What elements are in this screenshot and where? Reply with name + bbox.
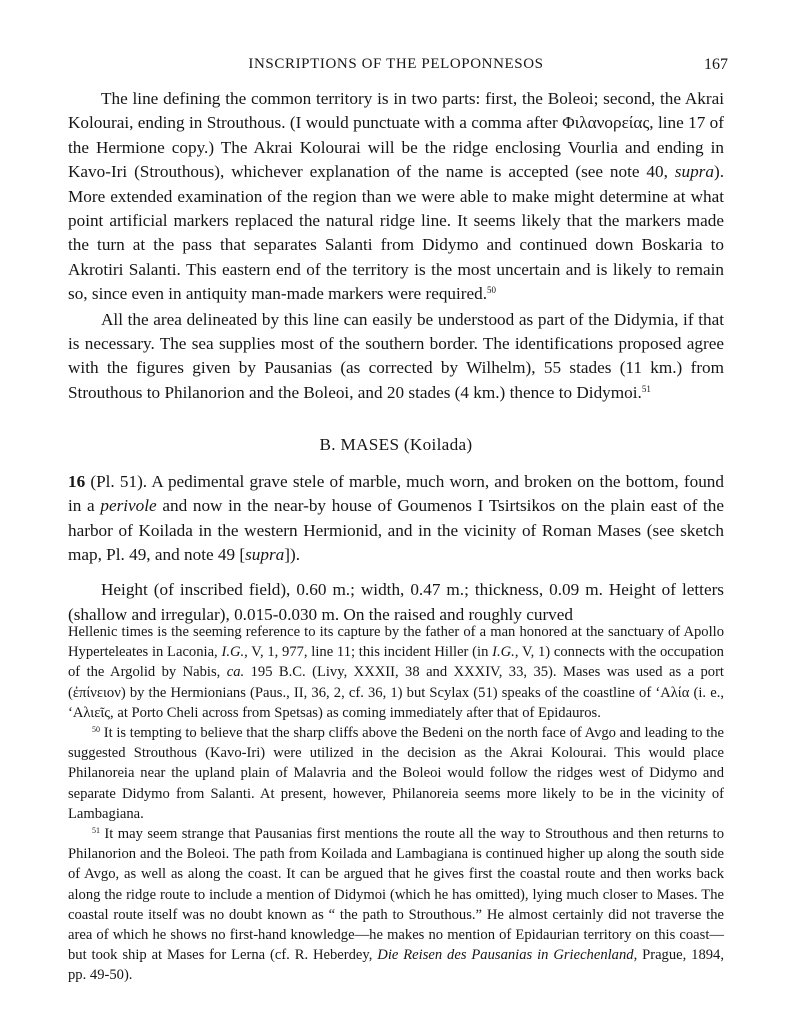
section-heading: B. MASES (Koilada) — [319, 435, 473, 455]
footnotes — [68, 622, 724, 986]
dimensions-paragraph: Height (of inscribed field), 0.60 m.; width, 0.47 m.; thickness, 0.09 m. Height of letters (shallow and irregular), 0.015-0.030 m. On the raised and roughly curved — [68, 580, 724, 624]
paragraph-didymia: All the area delineated by this line can easily be understood as part of the Didymia, if that is necessary. The sea supplies most of the southern border. The identifications proposed agree with the figures given by Pausanias (as corrected by Wilhelm), 55 stades (11 km.) from Strouthous to Philanorion and the Boleoi, and 20 stades (4 km.) thence to Didymoi.$^{51}$ — [68, 309, 724, 402]
paragraph-common-territory: The line defining the common territory is in two parts: first, the Boleoi; second, the Akrai Kolourai, ending in Strouthous. (I would punctuate with a comma after Φιλανορείας, line 17 of the Hermione copy.) The Akrai Kolourai will be the ridge enclosing Vourlia and ending in Kavo-Iri (Strouthous), whichever explanation of the name is accepted (see note 40, supra). More extended examination of the region than we were able to make might determine at what point artificial markers replaced the natural ridge line. It seems likely that the markers made the turn at the pass that separates Salanti from Didymo and continued down Boskaria to Akrotiri Salanti. This eastern end of the territory is the most uncertain and is likely to remain so, since even in antiquity man-made markers were required.$^{50}$ — [68, 89, 724, 304]
page-number: 167 — [704, 56, 728, 73]
footnote-ref-50[interactable]: 50 — [487, 285, 497, 296]
book-title: Die Reisen des Pausanias in Griechenland — [377, 947, 634, 964]
entry-16: 16 (Pl. 51). A pedimental grave stele of marble, much worn, and broken on the bottom, found in a perivole and now in the near-by house of Goumenos I Tsirtsikos on the plain east of the harbor of Koilada in the western Hermionid, and in the vicinity of Roman Mases (see sketch map, Pl. 49, and note 49 [supra]). — [68, 471, 724, 564]
greek-word: Φιλανορείας — [562, 113, 650, 133]
footnote-number: 50 — [92, 725, 100, 735]
footnote-continuation: Hellenic times is the seeming reference to its capture by the father of a man honored at the sanctuary of Apollo Hyperteleates in Laconia, I.G., V, 1, 977, line 11; this incident Hiller (in I.G., V, 1) connects with the occupation of the Argolid by Nabis, ca. 195 B.C. (Livy, XXXII, 38 and XXXIV, 33, 35). Mases was used as a port (ἐπίνειον) by the Hermionians (Paus., II, 36, 2, cf. 36, 1) but Scylax (51) speaks of the coastline of ‘Αλία (i. e., ‘Αλιεῖς, at Porto Cheli across from Spetsas) as coming immediately after that of Epidauros. — [68, 624, 724, 721]
running-head — [64, 56, 728, 80]
footnote-51: $^{51}$ It may seem strange that Pausanias first mentions the route all the way to Strouthous and then returns to Philanorion and the Boleoi. The path from Koilada and Lambagiana is continued higher up along the south side of Avgo, as well as along the coast. It can be argued that he gives first the coastal route and then works back along the ridge route to include a mention of Didymoi (which he has omitted), lying much closer to Mases. The coastal route itself was no doubt known as “ the path to Strouthous.” He almost certainly did not traverse the area of which he shows no first-hand knowledge—he makes no mention of Epidaurian territory on this coast—but took ship at Mases for Lerna (cf. R. Heberdey, Die Reisen des Pausanias in Griechenland, Prague, 1894, pp. 49-50). — [68, 826, 724, 984]
main-text — [68, 87, 724, 627]
footnote-ref-51[interactable]: 51 — [641, 383, 651, 394]
footnote-50: $^{50}$ It is tempting to believe that the sharp cliffs above the Bedeni on the north face of Avgo and leading to the suggested Strouthous (Kavo-Iri) were utilized in the decision as the Akrai Kolourai. This would place Philanoreia near the upland plain of Malavria and the Boleoi would follow the ridges west of Didymo and separate Didymo from Salanti. At present, however, Philanoreia seems more likely to be in the vicinity of Lambagiana. — [68, 725, 724, 822]
entry-number: 16 — [68, 471, 86, 491]
running-title: INSCRIPTIONS OF THE PELOPONNESOS — [248, 56, 544, 72]
footnote-number: 51 — [92, 826, 100, 836]
